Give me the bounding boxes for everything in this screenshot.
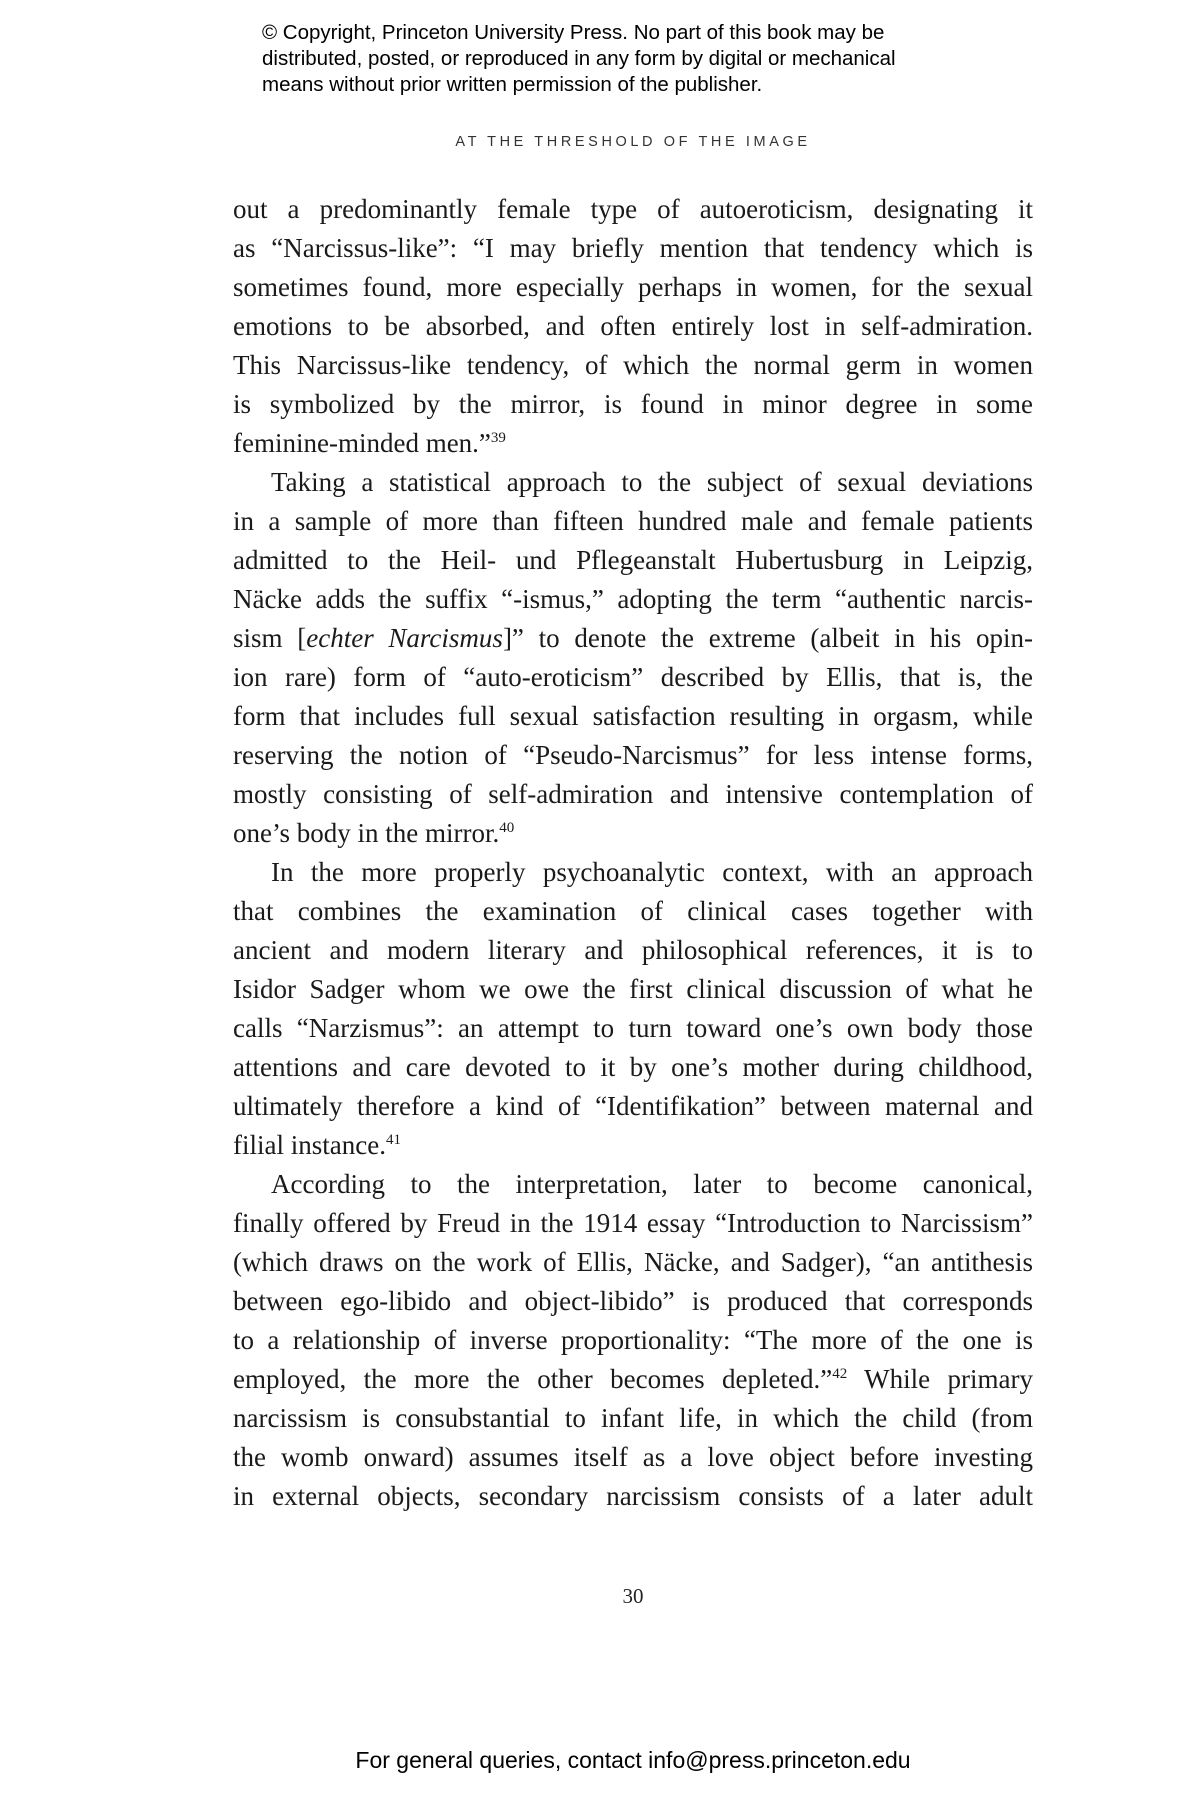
text-line [233, 775, 1033, 814]
text-line [233, 307, 1033, 346]
text-line [233, 1321, 1033, 1360]
text-line [233, 1087, 1033, 1126]
text-line [233, 1048, 1033, 1087]
text-line [233, 541, 1033, 580]
text-line [233, 1399, 1033, 1438]
footnote-reference[interactable]: 41 [385, 1132, 401, 1148]
text-line [233, 658, 1033, 697]
footer-contact: For general queries, contact info@press.princeton.edu [355, 1747, 911, 1773]
text-line-content: According to the interpretation, later to become canonical, [271, 1169, 1033, 1199]
text-line-content: narcissism is consubstantial to infant life, in which the child (from [233, 1403, 1033, 1433]
text-line-content: calls “Narzismus”: an attempt to turn toward one’s own body those [233, 1013, 1033, 1043]
text-line-content: sometimes found, more especially perhaps in women, for the sexual [233, 272, 1033, 302]
footnote-reference[interactable]: 39 [490, 430, 506, 446]
footnote-reference[interactable]: 42 [832, 1366, 848, 1382]
text-line-content: Taking a statistical approach to the subject of sexual deviations [271, 467, 1033, 497]
text-line [233, 346, 1033, 385]
text-line-content: finally offered by Freud in the 1914 essay “Introduction to Narcissism” [233, 1208, 1033, 1238]
text-line-content: feminine-minded men.” [233, 428, 491, 458]
text-line-content: as “Narcissus-like”: “I may briefly mention that tendency which is [233, 233, 1033, 263]
text-line-content: ion rare) form of “auto-eroticism” described by Ellis, that is, the [233, 662, 1033, 692]
text-line-content: ultimately therefore a kind of “Identifikation” between maternal and [233, 1091, 1033, 1121]
text-line [233, 619, 1033, 658]
text-line-content: In the more properly psychoanalytic context, with an approach [271, 857, 1033, 887]
text-line [233, 814, 1033, 853]
footnote-reference[interactable]: 40 [499, 820, 515, 836]
text-line-content: reserving the notion of “Pseudo-Narcismus” for less intense forms, [233, 740, 1033, 770]
text-line-content: emotions to be absorbed, and often entirely lost in self-admiration. [233, 311, 1033, 341]
text-line-content: ancient and modern literary and philosophical references, it is to [233, 935, 1033, 965]
text-line-content: to a relationship of inverse proportionality: “The more of the one is [233, 1325, 1033, 1355]
text-line-content: Isidor Sadger whom we owe the first clinical discussion of what he [233, 974, 1033, 1004]
text-line-content: mostly consisting of self-admiration and intensive contemplation of [233, 779, 1033, 809]
page-number: 30 [622, 1584, 644, 1608]
text-line [233, 892, 1033, 931]
text-line [233, 1126, 1033, 1165]
text-line [233, 1243, 1033, 1282]
text-line-content: filial instance. [233, 1130, 386, 1160]
text-line-content: out a predominantly female type of autoeroticism, designating it [233, 194, 1033, 224]
running-head: AT THE THRESHOLD OF THE IMAGE [455, 134, 811, 150]
copyright-line: distributed, posted, or reproduced in any form by digital or mechanical [262, 47, 896, 70]
text-line [233, 697, 1033, 736]
text-line [233, 385, 1033, 424]
text-line [233, 1204, 1033, 1243]
text-line-content: attentions and care devoted to it by one’s mother during childhood, [233, 1052, 1033, 1082]
text-line [233, 190, 1033, 229]
text-line-content: This Narcissus-like tendency, of which the normal germ in women [233, 350, 1033, 380]
text-line-content: admitted to the Heil- und Pflegeanstalt Hubertusburg in Leipzig, [233, 545, 1033, 575]
copyright-notice [262, 20, 982, 98]
text-line-prefix: sism [ [233, 623, 307, 653]
copyright-line: © Copyright, Princeton University Press. No part of this book may be [262, 21, 885, 44]
text-line-content: employed, the more the other becomes depleted.” [233, 1364, 833, 1394]
text-line [233, 1438, 1033, 1477]
text-line-content: in external objects, secondary narcissism consists of a later adult [233, 1481, 1033, 1511]
text-line [233, 1477, 1033, 1516]
body-text [233, 190, 1033, 1516]
text-line-content: is symbolized by the mirror, is found in minor degree in some [233, 389, 1033, 419]
text-line-content: that combines the examination of clinical cases together with [233, 896, 1033, 926]
copyright-line: means without prior written permission of the publisher. [262, 73, 763, 96]
text-line [233, 580, 1033, 619]
text-line-content: form that includes full sexual satisfaction resulting in orgasm, while [233, 701, 1033, 731]
text-line-content: in a sample of more than fifteen hundred male and female patients [233, 506, 1033, 536]
text-line [233, 268, 1033, 307]
text-line [233, 1165, 1033, 1204]
text-line [233, 1282, 1033, 1321]
text-line-content: one’s body in the mirror. [233, 818, 500, 848]
text-line-content: (which draws on the work of Ellis, Näcke, and Sadger), “an antithesis [233, 1247, 1033, 1277]
text-line [233, 970, 1033, 1009]
text-line [233, 853, 1033, 892]
text-line [233, 1360, 1033, 1399]
text-line [233, 424, 1033, 463]
text-line-content: between ego-libido and object-libido” is produced that corresponds [233, 1286, 1033, 1316]
text-line [233, 463, 1033, 502]
text-line [233, 1009, 1033, 1048]
text-line [233, 931, 1033, 970]
text-line [233, 502, 1033, 541]
italic-term: echter Narcismus [306, 623, 503, 653]
text-line-content: the womb onward) assumes itself as a love object before investing [233, 1442, 1033, 1472]
text-line-suffix: While primary [847, 1364, 1033, 1394]
text-line-content: Näcke adds the suffix “-ismus,” adopting the term “authentic narcis- [233, 584, 1033, 614]
text-line-content: ]” to denote the extreme (albeit in his opin- [502, 623, 1034, 653]
text-line [233, 736, 1033, 775]
text-line [233, 229, 1033, 268]
